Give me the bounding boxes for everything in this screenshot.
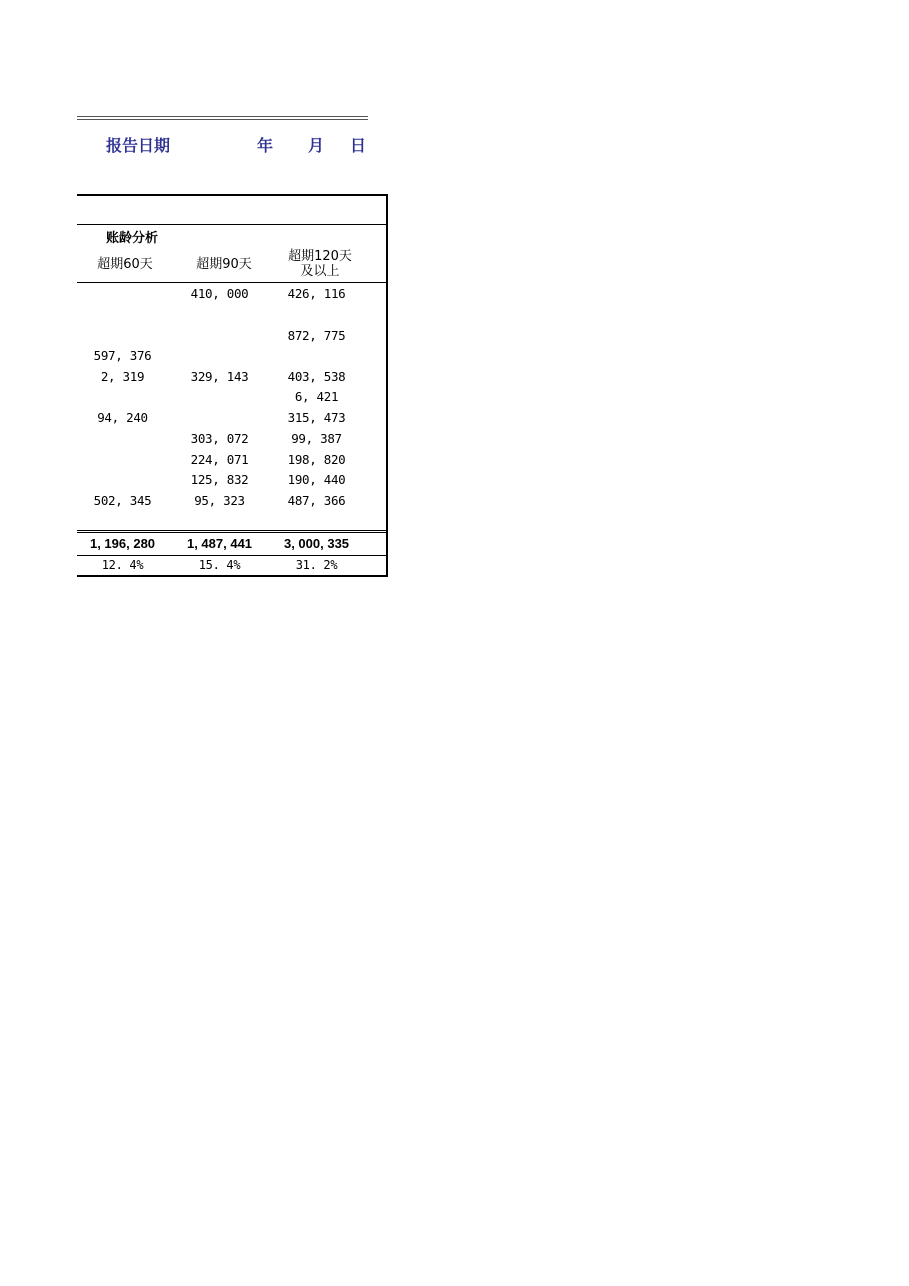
report-date-label: 报告日期 xyxy=(106,136,171,155)
table-cell xyxy=(172,347,267,365)
table-cell: 410, 000 xyxy=(190,286,249,301)
table-column-rule xyxy=(77,282,387,283)
column-header-60: 超期60天 xyxy=(97,257,153,272)
table-cell xyxy=(75,306,170,324)
percent-cell-90: 15. 4% xyxy=(198,558,241,572)
table-cell: 94, 240 xyxy=(97,410,148,425)
percent-cell-120: 31. 2% xyxy=(295,558,338,572)
table-cell: 2, 319 xyxy=(100,369,145,384)
total-cell-120: 3, 000, 335 xyxy=(283,536,350,551)
aging-analysis-title: 账龄分析 xyxy=(106,231,159,246)
table-cell: 95, 323 xyxy=(194,493,245,508)
column-header-120-line2: 及以上 xyxy=(300,264,340,279)
column-header-90: 超期90天 xyxy=(196,257,252,272)
table-header-rule xyxy=(77,224,387,225)
table-cell xyxy=(75,327,170,345)
table-cell xyxy=(269,347,364,365)
table-cell: 198, 820 xyxy=(287,452,346,467)
table-cell xyxy=(172,409,267,427)
table-cell xyxy=(269,306,364,324)
percent-cell-60: 12. 4% xyxy=(101,558,144,572)
table-cell: 872, 775 xyxy=(287,328,346,343)
table-cell: 315, 473 xyxy=(287,410,346,425)
table-cell: 303, 072 xyxy=(190,431,249,446)
column-header-120-line1: 超期120天 xyxy=(288,249,352,264)
table-cell: 426, 116 xyxy=(287,286,346,301)
table-cell xyxy=(172,388,267,406)
header-double-rule xyxy=(77,116,368,120)
table-cell: 403, 538 xyxy=(287,369,346,384)
table-cell: 597, 376 xyxy=(93,348,152,363)
table-cell: 190, 440 xyxy=(287,472,346,487)
total-cell-90: 1, 487, 441 xyxy=(186,536,253,551)
table-cell xyxy=(172,306,267,324)
table-cell: 502, 345 xyxy=(93,493,152,508)
table-cell xyxy=(75,388,170,406)
total-cell-60: 1, 196, 280 xyxy=(89,536,156,551)
table-cell: 224, 071 xyxy=(190,452,249,467)
report-date-year: 年 xyxy=(257,136,274,155)
table-cell: 99, 387 xyxy=(291,431,342,446)
table-cell xyxy=(172,327,267,345)
table-cell: 329, 143 xyxy=(190,369,249,384)
table-total-rule xyxy=(77,530,387,533)
table-cell: 6, 421 xyxy=(294,389,339,404)
table-cell xyxy=(75,285,170,303)
table-cell xyxy=(75,451,170,469)
report-date-day: 日 xyxy=(350,136,367,155)
table-cell: 125, 832 xyxy=(190,472,249,487)
report-date-month: 月 xyxy=(308,136,325,155)
table-cell: 487, 366 xyxy=(287,493,346,508)
table-cell xyxy=(75,430,170,448)
table-cell xyxy=(75,471,170,489)
